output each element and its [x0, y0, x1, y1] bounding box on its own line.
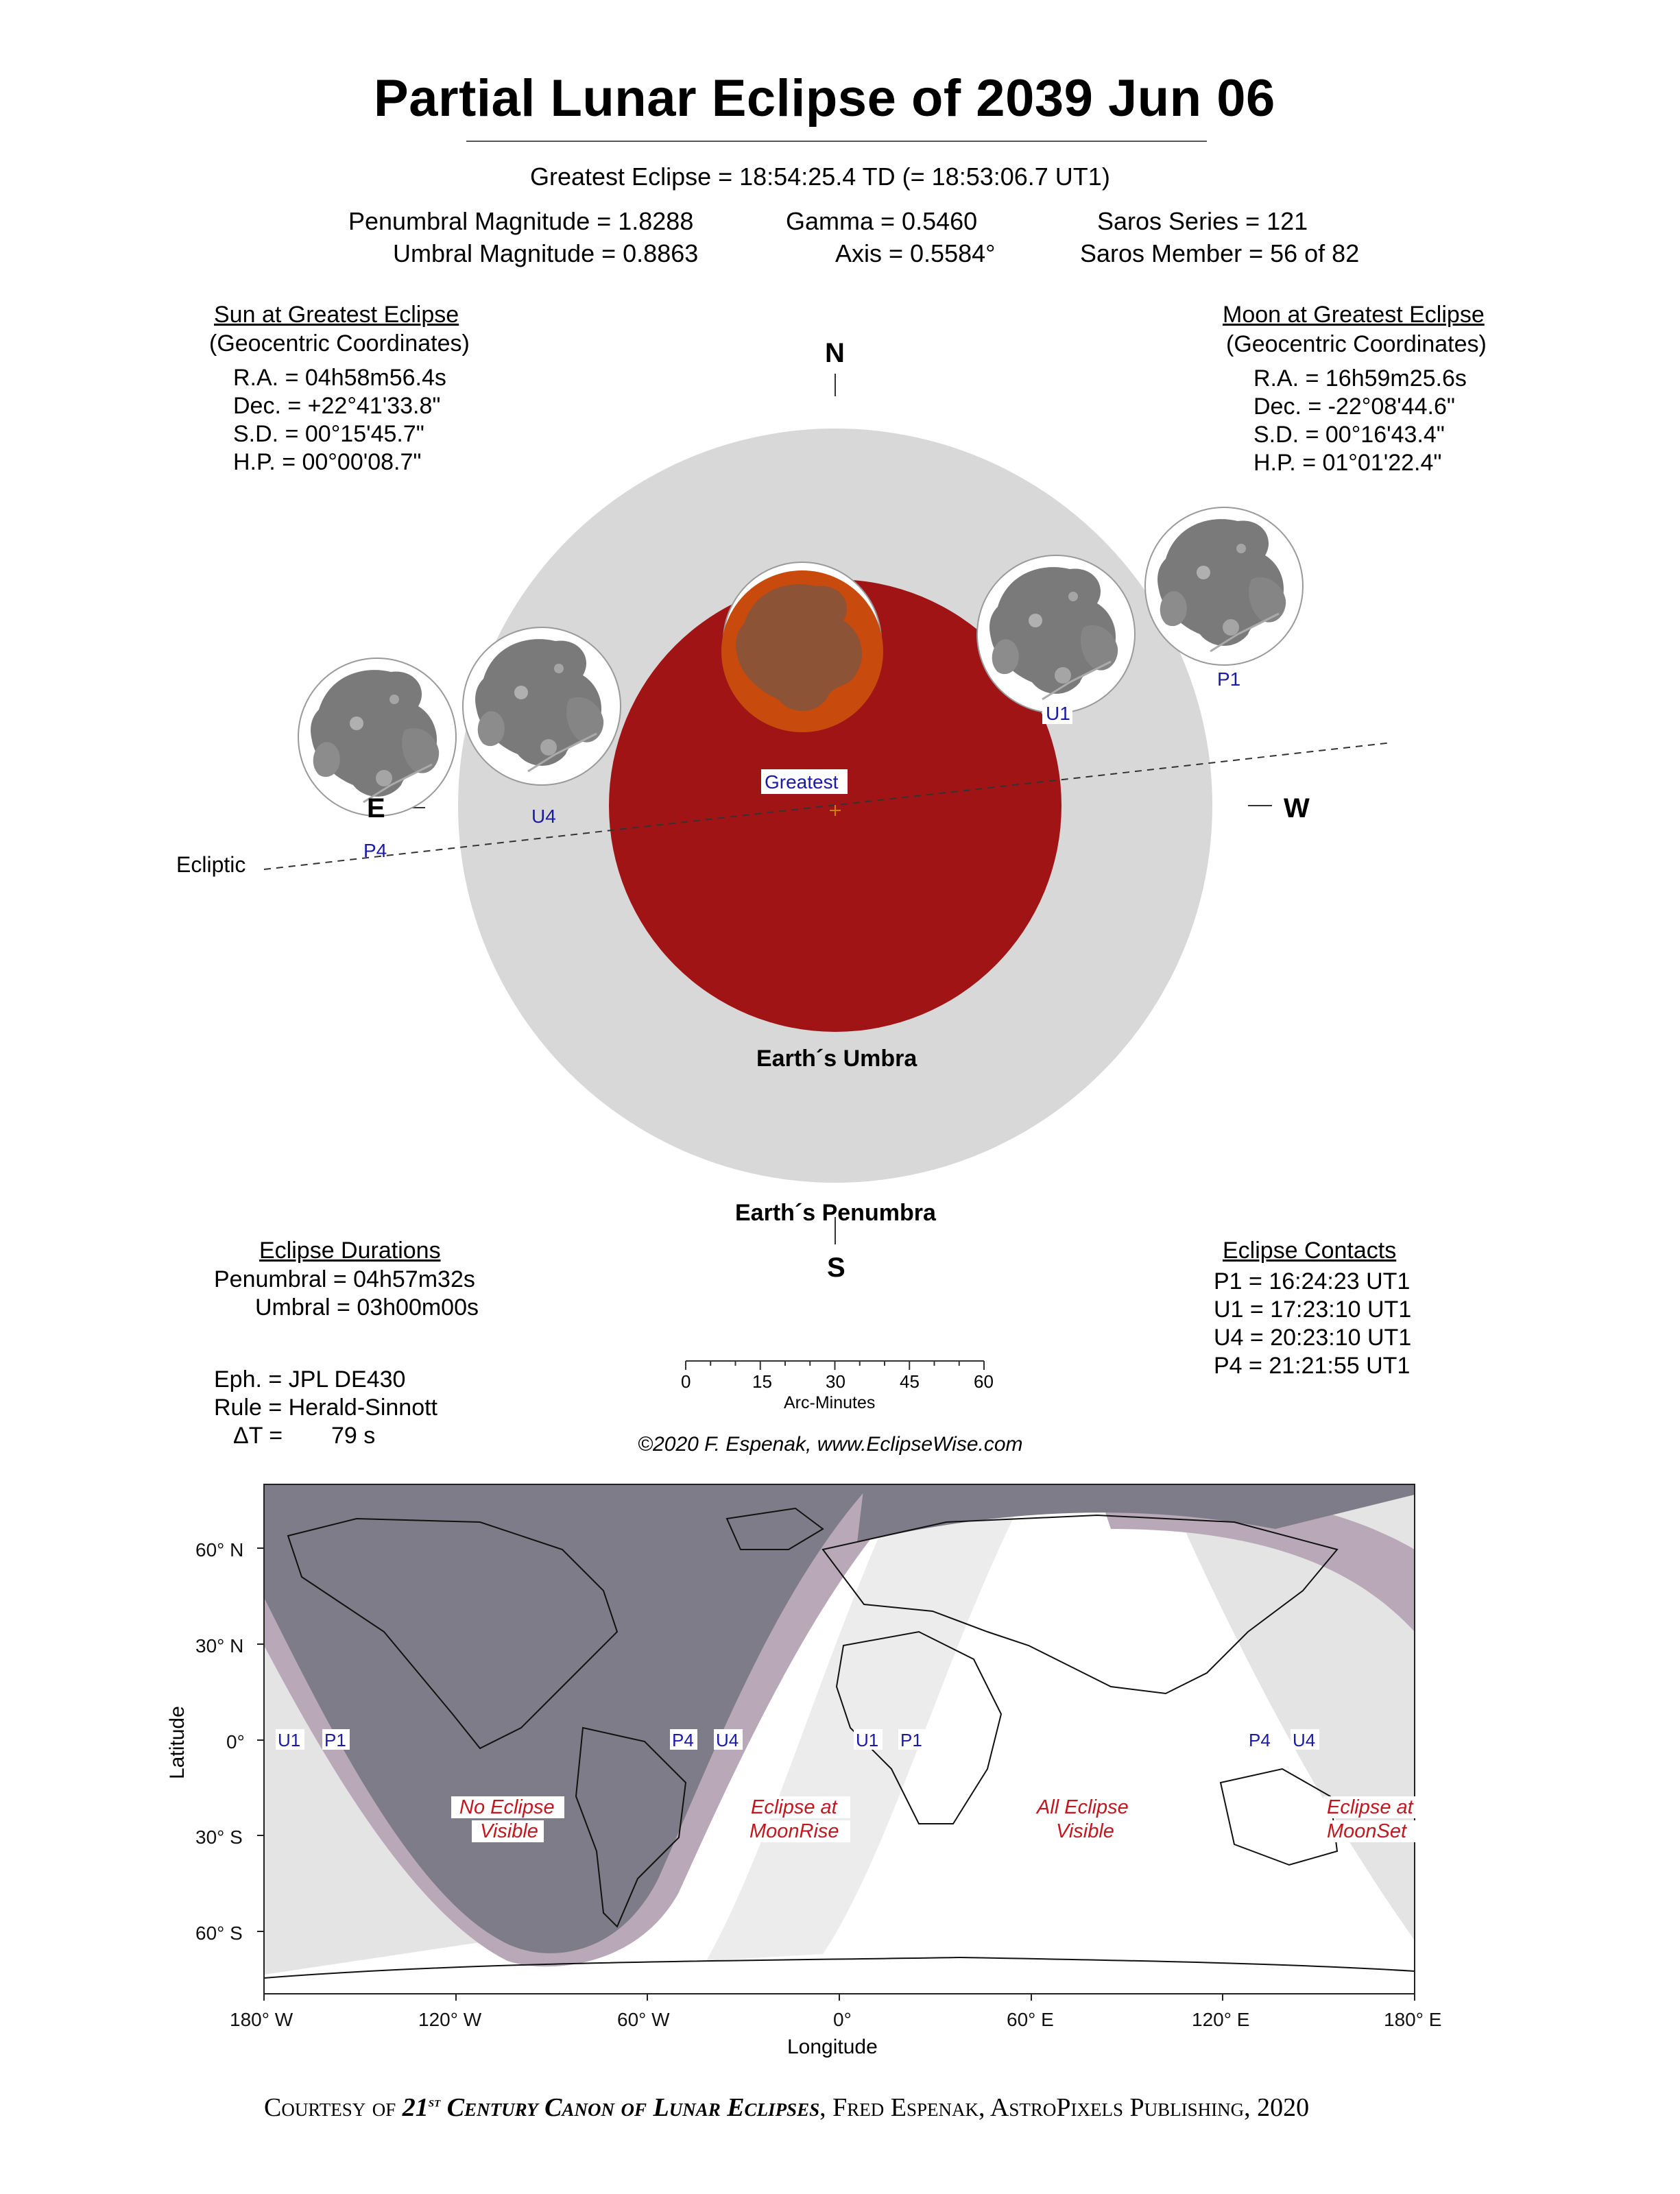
- moon-hp: H.P. = 01°01'22.4": [1253, 450, 1442, 476]
- footer-lunar: Lunar Eclipses: [653, 2093, 820, 2122]
- contact-u4: U4 = 20:23:10 UT1: [1214, 1325, 1412, 1351]
- moon-sd: S.D. = 00°16'43.4": [1253, 422, 1445, 448]
- xtick-0: 0°: [833, 2009, 852, 2030]
- axis-value: Axis = 0.5584°: [835, 239, 996, 267]
- sun-heading: Sun at Greatest Eclipse: [214, 302, 459, 328]
- rule: Rule = Herald-Sinnott: [214, 1395, 438, 1421]
- label-umbra: Earth´s Umbra: [756, 1046, 917, 1072]
- label-penumbra: Earth´s Penumbra: [735, 1200, 936, 1226]
- ytick-0: 0°: [226, 1731, 245, 1752]
- scale-label: Arc-Minutes: [784, 1393, 876, 1412]
- sun-hp: H.P. = 00°00'08.7": [233, 449, 422, 475]
- map-label-p4-east: P4: [1249, 1730, 1271, 1750]
- delta-t-value: 79 s: [331, 1423, 376, 1449]
- footer-credit: [264, 2093, 1309, 2123]
- footer-canon: Century Canon of: [446, 2093, 647, 2122]
- greatest-eclipse-line: Greatest Eclipse = 18:54:25.4 TD (= 18:53:06.7 UT1): [530, 162, 1110, 191]
- label-east: E: [367, 793, 385, 823]
- gamma-value: Gamma = 0.5460: [786, 207, 978, 235]
- footer-century-suffix: st: [428, 2093, 441, 2110]
- moon-dec: Dec. = -22°08'44.6": [1253, 394, 1455, 420]
- penumbral-duration: Penumbral = 04h57m32s: [214, 1266, 475, 1292]
- map-label-p1-west: P1: [324, 1730, 346, 1750]
- zone-all-line2: Visible: [1056, 1820, 1114, 1842]
- map-label-u1-east: U1: [856, 1730, 879, 1750]
- saros-member: Saros Member = 56 of 82: [1080, 239, 1360, 267]
- umbral-duration: Umbral = 03h00m00s: [255, 1294, 479, 1321]
- footer-rest: , Fred Espenak, AstroPixels Publishing, 2020: [819, 2093, 1310, 2122]
- map-ylabel: Latitude: [166, 1706, 189, 1779]
- xtick-120w: 120° W: [418, 2009, 482, 2030]
- label-north: N: [825, 338, 845, 368]
- zone-set-line1: Eclipse at: [1327, 1796, 1413, 1818]
- map-xlabel: Longitude: [787, 2036, 878, 2058]
- delta-t-label: ΔT =: [233, 1423, 283, 1449]
- zone-none-line1: No Eclipse: [459, 1796, 555, 1818]
- zone-all-line1: All Eclipse: [1037, 1796, 1129, 1818]
- zone-rise-line1: Eclipse at: [751, 1796, 837, 1818]
- map-label-p4-west: P4: [672, 1730, 694, 1750]
- moon-subheading: (Geocentric Coordinates): [1226, 331, 1487, 357]
- contacts-heading: Eclipse Contacts: [1223, 1238, 1397, 1264]
- copyright: ©2020 F. Espenak, www.EclipseWise.com: [638, 1433, 1023, 1456]
- footer-century-number: 21: [402, 2093, 429, 2122]
- ytick-60n: 60° N: [195, 1539, 244, 1560]
- durations-heading: Eclipse Durations: [259, 1238, 441, 1264]
- zone-rise-line2: MoonRise: [749, 1820, 839, 1842]
- sun-sd: S.D. = 00°15'45.7": [233, 421, 424, 447]
- label-p1: P1: [1217, 668, 1241, 690]
- page-title: Partial Lunar Eclipse of 2039 Jun 06: [374, 69, 1275, 128]
- label-south: S: [827, 1253, 845, 1283]
- map-label-u4-east: U4: [1293, 1730, 1316, 1750]
- xtick-180e: 180° E: [1384, 2009, 1442, 2030]
- scale-tick-15: 15: [752, 1371, 772, 1392]
- label-u1: U1: [1046, 703, 1070, 724]
- map-label-u1-west: U1: [278, 1730, 301, 1750]
- moon-ra: R.A. = 16h59m25.6s: [1253, 365, 1467, 391]
- contact-u1: U1 = 17:23:10 UT1: [1214, 1297, 1412, 1323]
- umbral-magnitude: Umbral Magnitude = 0.8863: [393, 239, 699, 267]
- ytick-60s: 60° S: [195, 1922, 243, 1944]
- label-u4: U4: [531, 806, 556, 827]
- ytick-30s: 30° S: [195, 1827, 243, 1848]
- moon-heading: Moon at Greatest Eclipse: [1223, 302, 1485, 328]
- xtick-180w: 180° W: [230, 2009, 293, 2030]
- label-west: W: [1284, 793, 1310, 823]
- label-greatest: Greatest: [765, 771, 839, 793]
- label-p4: P4: [363, 840, 387, 861]
- contact-p4: P4 = 21:21:55 UT1: [1214, 1353, 1411, 1379]
- sun-subheading: (Geocentric Coordinates): [209, 330, 470, 357]
- saros-series: Saros Series = 121: [1097, 207, 1308, 235]
- sun-dec: Dec. = +22°41'33.8": [233, 393, 441, 419]
- map-label-p1-east: P1: [900, 1730, 922, 1750]
- scale-tick-45: 45: [900, 1371, 920, 1392]
- contact-p1: P1 = 16:24:23 UT1: [1214, 1268, 1411, 1294]
- scale-tick-60: 60: [974, 1371, 994, 1392]
- scale-tick-0: 0: [681, 1371, 691, 1392]
- zone-none-line2: Visible: [480, 1820, 538, 1842]
- label-ecliptic: Ecliptic: [176, 852, 246, 877]
- xtick-120e: 120° E: [1192, 2009, 1250, 2030]
- scale-tick-30: 30: [826, 1371, 845, 1392]
- map-label-u4-west: U4: [716, 1730, 739, 1750]
- zone-set-line2: MoonSet: [1327, 1820, 1407, 1842]
- sun-ra: R.A. = 04h58m56.4s: [233, 365, 446, 391]
- footer-courtesy: Courtesy of: [264, 2093, 396, 2122]
- ytick-30n: 30° N: [195, 1635, 244, 1656]
- xtick-60e: 60° E: [1007, 2009, 1054, 2030]
- ephemeris: Eph. = JPL DE430: [214, 1366, 406, 1393]
- xtick-60w: 60° W: [617, 2009, 670, 2030]
- penumbral-magnitude: Penumbral Magnitude = 1.8288: [348, 207, 694, 235]
